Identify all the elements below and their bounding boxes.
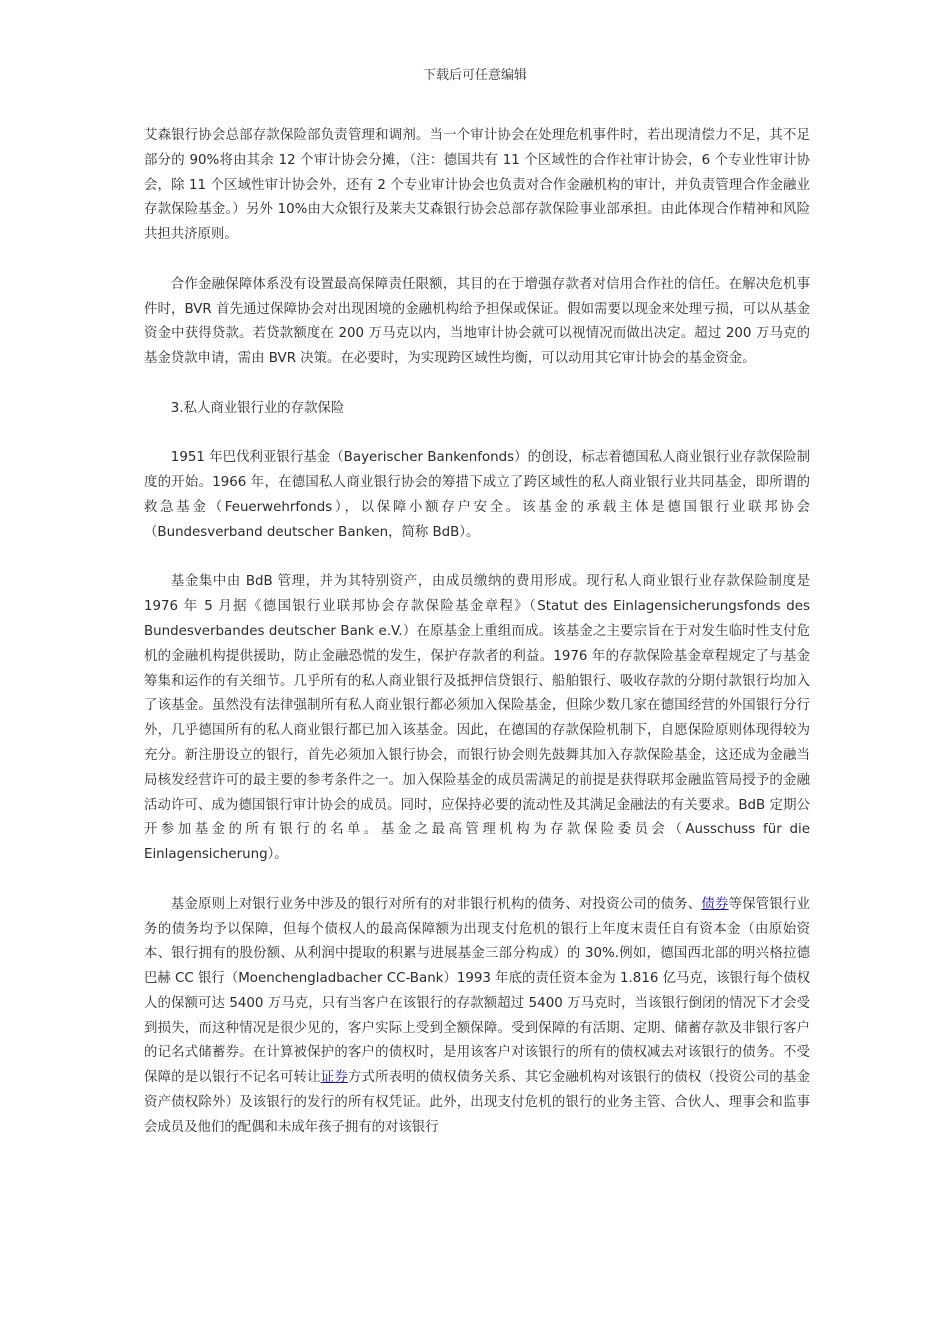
- document-body: [144, 124, 810, 1141]
- paragraph-coverage-scope: [144, 893, 810, 1141]
- page-header-note: 下载后可任意编辑: [422, 68, 527, 83]
- bond-link[interactable]: 债券: [701, 896, 729, 912]
- text-segment: 基金原则上对银行业务中涉及的银行对所有的对非银行机构的债务、对投资公司的债务、: [170, 896, 702, 912]
- paragraph-cooperative-audit: 艾森银行协会总部存款保险部负责管理和调剂。当一个审计协会在处理危机事件时，若出现清偿力不足，其不足部分的 90%将由其余 12 个审计协会分摊，（注：德国共有 11 个区域性的合作社审计协会，6 个专业性审计协会，除 11 个区域性审计协会外，还有 2 个专业审计协会也负责对合作金融机构的审计，并负责管理合作金融业存款保险基金。）另外 10%由大众银行及莱夫艾森银行协会总部存款保险事业部承担。由此体现合作精神和风险共担共济原则。: [144, 128, 810, 243]
- section-heading-private-banks: 3.私人商业银行业的存款保险: [170, 400, 345, 416]
- text-segment: 等保管银行业务的债务均予以保障，但每个债权人的最高保障额为出现支付危机的银行上年度末责任自有资本金（由原始资本、银行拥有的股份额、从利润中提取的积累与进展基金三部分构成）的 30%.例如，德国西北部的明兴格拉德巴赫 CC 银行（Moenchengladbacher CC-Bank）1993 年底的责任资本金为 1.816 亿马克，该银行每个债权人的保额可达 5400 万马克，只有当客户在该银行的存款额超过 5400 万马克时，当该银行倒闭的情况下才会受到损失，而这种情况是很少见的，客户实际上受到全额保障。受到保障的有活期、定期、储蓄存款及非银行客户的记名式储蓄券。在计算被保护的客户的债权时，是用该客户对该银行的所有的债权减去对该银行的债务。不受保障的是以银行不记名可转让: [144, 896, 811, 1086]
- paragraph-bdb-fund: 基金集中由 BdB 管理，并为其特别资产，由成员缴纳的费用形成。现行私人商业银行业存款保险制度是 1976 年 5 月据《德国银行业联邦协会存款保险基金章程》（Statut des Einlagensicherungsfonds des Bundesverbandes deutscher Bank e.V.）在原基金上重组而成。该基金之主要宗旨在于对发生临时性支付危机的金融机构提供援助，防止金融恐慌的发生，保护存款者的利益。1976 年的存款保险基金章程规定了与基金筹集和运作的有关细节。几乎所有的私人商业银行及抵押信贷银行、船舶银行、吸收存款的分期付款银行均加入了该基金。虽然没有法律强制所有私人商业银行都必须加入保险基金，但除少数几家在德国经营的外国银行分行外，几乎德国所有的私人商业银行都已加入该基金。因此，在德国的存款保险机制下，自愿保险原则体现得较为充分。新注册设立的银行，首先必须加入银行协会，而银行协会则先鼓舞其加入存款保险基金，这还成为金融当局核发经营许可的最主要的参考条件之一。加入保险基金的成员需满足的前提是获得联邦金融监管局授予的金融活动许可、成为德国银行审计协会的成员。同时，应保持必要的流动性及其满足金融法的有关要求。BdB 定期公开参加基金的所有银行的名单。基金之最高管理机构为存款保险委员会（Ausschuss für die Einlagensicherung）。: [144, 574, 810, 863]
- paragraph-cooperative-guarantee: 合作金融保障体系没有设置最高保障责任限额，其目的在于增强存款者对信用合作社的信任。在解决危机事件时，BVR 首先通过保障协会对出现困境的金融机构给予担保或保证。假如需要以现金来处理亏损，可以从基金资金中获得贷款。若贷款额度在 200 万马克以内，当地审计协会就可以视情况而做出决定。超过 200 万马克的基金贷款申请，需由 BVR 决策。在必要时，为实现跨区域性均衡，可以动用其它审计协会的基金资金。: [144, 276, 810, 367]
- text-segment: 方式所表明的债权债务关系、其它金融机构对该银行的债权（投资公司的基金资产债权除外）及该银行的发行的所有权凭证。此外，出现支付危机的银行的业务主管、合伙人、理事会和监事会成员及他们的配偶和未成年孩子拥有的对该银行: [144, 1070, 811, 1135]
- paragraph-bavarian-fund: 1951 年巴伐利亚银行基金（Bayerischer Bankenfonds）的创设，标志着德国私人商业银行业存款保险制度的开始。1966 年，在德国私人商业银行协会的筹措下成立了跨区域性的私人商业银行业共同基金，即所谓的救急基金（Feuerwehrfonds），以保障小额存户安全。该基金的承载主体是德国银行业联邦协会（Bundesverband deutscher Banken，简称 BdB）。: [144, 450, 810, 540]
- securities-link[interactable]: 证券: [320, 1070, 348, 1086]
